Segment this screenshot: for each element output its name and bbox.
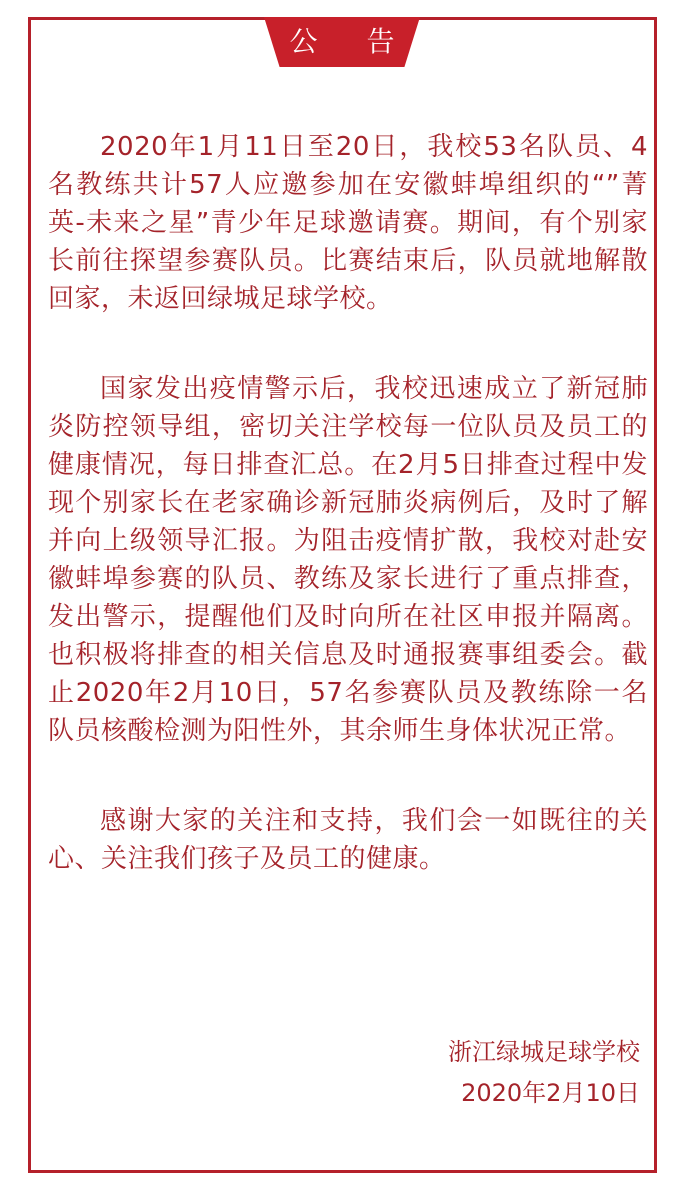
notice-body xyxy=(48,128,648,878)
paragraph-2: 国家发出疫情警示后，我校迅速成立了新冠肺炎防控领导组，密切关注学校每一位队员及员工的健康情况，每日排查汇总。在2月5日排查过程中发现个别家长在老家确诊新冠肺炎病例后，及时了解并向上级领导汇报。为阻击疫情扩散，我校对赴安徽蚌埠参赛的队员、教练及家长进行了重点排查，发出警示，提醒他们及时向所在社区申报并隔离。也积极将排查的相关信息及时通报赛事组委会。截止2020年2月10日，57名参赛队员及教练除一名队员核酸检测为阳性外，其余师生身体状况正常。 xyxy=(48,374,648,746)
paragraph-3: 感谢大家的关注和支持，我们会一如既往的关心、关注我们孩子及员工的健康。 xyxy=(48,806,648,874)
notice-title: 公 告 xyxy=(289,25,415,58)
paragraph-1: 2020年1月11日至20日，我校53名队员、4名教练共计57人应邀参加在安徽蚌埠组织的“”菁英-未来之星”青少年足球邀请赛。期间，有个别家长前往探望参赛队员。比赛结束后，队员就地解散回家，未返回绿城足球学校。 xyxy=(48,132,648,314)
signature-organization: 浙江绿城足球学校 xyxy=(448,1038,640,1066)
signature-date: 2020年2月10日 xyxy=(461,1079,640,1107)
